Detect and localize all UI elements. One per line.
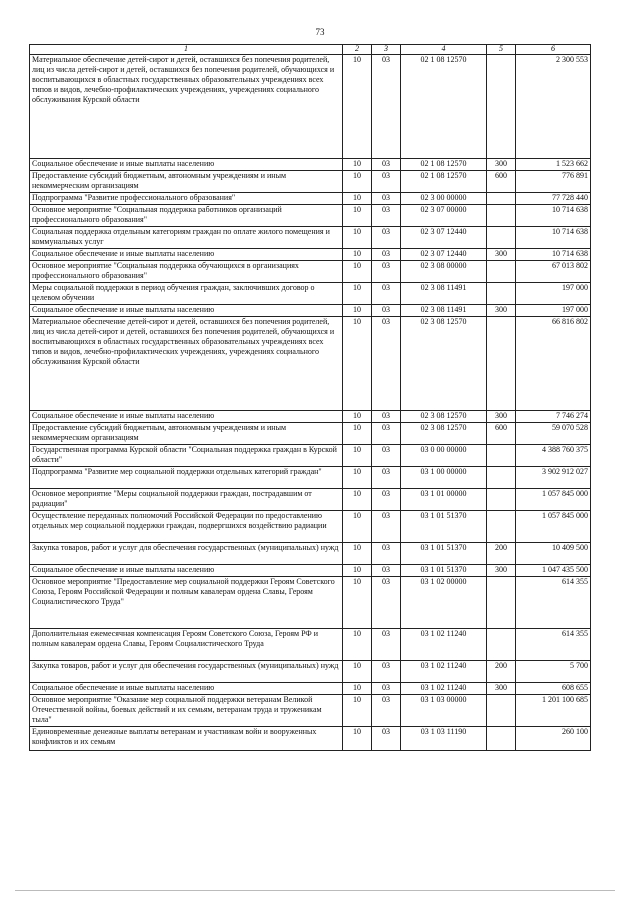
cell-expense-type: 300 <box>487 565 516 577</box>
cell-subsection: 03 <box>372 683 401 695</box>
table-row <box>30 305 591 317</box>
cell-name: Социальное обеспечение и иные выплаты населению <box>30 305 343 317</box>
table-row <box>30 489 591 511</box>
cell-expense-type: 300 <box>487 683 516 695</box>
table-row <box>30 565 591 577</box>
cell-section: 10 <box>343 445 372 467</box>
cell-name: Предоставление субсидий бюджетным, автономным учреждениям и иным некоммерческим организациям <box>30 423 343 445</box>
cell-subsection: 03 <box>372 467 401 489</box>
cell-target-article: 02 3 08 00000 <box>401 261 487 283</box>
cell-name: Социальное обеспечение и иные выплаты населению <box>30 159 343 171</box>
cell-subsection: 03 <box>372 511 401 543</box>
cell-target-article: 03 1 01 00000 <box>401 489 487 511</box>
cell-name: Закупка товаров, работ и услуг для обеспечения государственных (муниципальных) нужд <box>30 543 343 565</box>
cell-amount: 5 700 <box>516 661 591 683</box>
header-cell-rz: 2 <box>343 45 372 55</box>
table-row <box>30 317 591 411</box>
cell-subsection: 03 <box>372 283 401 305</box>
cell-expense-type <box>487 467 516 489</box>
cell-name: Меры социальной поддержки в период обучения граждан, заключивших договор о целевом обучении <box>30 283 343 305</box>
cell-subsection: 03 <box>372 445 401 467</box>
cell-section: 10 <box>343 261 372 283</box>
cell-expense-type <box>487 511 516 543</box>
cell-target-article: 03 1 01 51370 <box>401 511 487 543</box>
cell-amount: 10 714 638 <box>516 205 591 227</box>
header-row <box>30 45 591 55</box>
cell-section: 10 <box>343 171 372 193</box>
cell-amount: 10 714 638 <box>516 249 591 261</box>
cell-expense-type <box>487 193 516 205</box>
cell-target-article: 02 3 08 12570 <box>401 317 487 411</box>
cell-expense-type <box>487 445 516 467</box>
table-row <box>30 261 591 283</box>
cell-name: Государственная программа Курской области "Социальная поддержка граждан в Курской области" <box>30 445 343 467</box>
table-row <box>30 283 591 305</box>
table-row <box>30 467 591 489</box>
table-row <box>30 683 591 695</box>
cell-target-article: 03 1 02 11240 <box>401 683 487 695</box>
cell-name: Социальное обеспечение и иные выплаты населению <box>30 565 343 577</box>
cell-name: Закупка товаров, работ и услуг для обеспечения государственных (муниципальных) нужд <box>30 661 343 683</box>
cell-amount: 614 355 <box>516 629 591 661</box>
cell-expense-type <box>487 227 516 249</box>
cell-amount: 776 891 <box>516 171 591 193</box>
table-row <box>30 727 591 751</box>
cell-expense-type <box>487 261 516 283</box>
cell-target-article: 03 1 02 11240 <box>401 661 487 683</box>
cell-expense-type: 600 <box>487 171 516 193</box>
cell-expense-type <box>487 629 516 661</box>
cell-name: Основное мероприятие "Социальная поддержка обучающихся в организациях профессионального образования" <box>30 261 343 283</box>
table-row <box>30 249 591 261</box>
cell-subsection: 03 <box>372 193 401 205</box>
cell-subsection: 03 <box>372 159 401 171</box>
cell-expense-type: 300 <box>487 249 516 261</box>
cell-amount: 614 355 <box>516 577 591 629</box>
cell-subsection: 03 <box>372 171 401 193</box>
cell-expense-type: 600 <box>487 423 516 445</box>
cell-target-article: 03 1 01 51370 <box>401 565 487 577</box>
cell-target-article: 03 1 01 51370 <box>401 543 487 565</box>
cell-subsection: 03 <box>372 423 401 445</box>
cell-expense-type <box>487 55 516 159</box>
cell-name: Социальное обеспечение и иные выплаты населению <box>30 411 343 423</box>
cell-amount: 1 201 100 685 <box>516 695 591 727</box>
table-row <box>30 227 591 249</box>
table-row <box>30 543 591 565</box>
cell-amount: 67 013 802 <box>516 261 591 283</box>
cell-amount: 1 057 845 000 <box>516 489 591 511</box>
cell-section: 10 <box>343 695 372 727</box>
cell-section: 10 <box>343 317 372 411</box>
header-cell-sum: 6 <box>516 45 591 55</box>
cell-amount: 260 100 <box>516 727 591 751</box>
cell-section: 10 <box>343 511 372 543</box>
cell-section: 10 <box>343 227 372 249</box>
cell-amount: 1 523 662 <box>516 159 591 171</box>
cell-subsection: 03 <box>372 55 401 159</box>
cell-expense-type: 200 <box>487 543 516 565</box>
cell-section: 10 <box>343 283 372 305</box>
cell-target-article: 03 0 00 00000 <box>401 445 487 467</box>
cell-expense-type <box>487 695 516 727</box>
cell-name: Основное мероприятие "Социальная поддержка работников организаций профессионального образования" <box>30 205 343 227</box>
cell-target-article: 02 3 08 12570 <box>401 423 487 445</box>
cell-subsection: 03 <box>372 543 401 565</box>
cell-section: 10 <box>343 467 372 489</box>
cell-subsection: 03 <box>372 489 401 511</box>
cell-expense-type: 200 <box>487 661 516 683</box>
cell-target-article: 02 1 08 12570 <box>401 159 487 171</box>
table-body <box>30 55 591 751</box>
cell-expense-type <box>487 489 516 511</box>
cell-section: 10 <box>343 411 372 423</box>
cell-name: Дополнительная ежемесячная компенсация Героям Советского Союза, Героям РФ и полным кавалерам ордена Славы, Героям Социалистического Труда <box>30 629 343 661</box>
cell-subsection: 03 <box>372 565 401 577</box>
cell-amount: 77 728 440 <box>516 193 591 205</box>
cell-section: 10 <box>343 661 372 683</box>
cell-section: 10 <box>343 55 372 159</box>
cell-target-article: 03 1 02 00000 <box>401 577 487 629</box>
cell-expense-type <box>487 577 516 629</box>
cell-target-article: 02 3 07 00000 <box>401 205 487 227</box>
table-row <box>30 661 591 683</box>
cell-amount: 10 409 500 <box>516 543 591 565</box>
cell-target-article: 03 1 03 00000 <box>401 695 487 727</box>
cell-section: 10 <box>343 727 372 751</box>
cell-section: 10 <box>343 577 372 629</box>
cell-expense-type <box>487 727 516 751</box>
cell-amount: 1 047 435 500 <box>516 565 591 577</box>
cell-amount: 1 057 845 000 <box>516 511 591 543</box>
cell-subsection: 03 <box>372 661 401 683</box>
cell-amount: 2 300 553 <box>516 55 591 159</box>
table-row <box>30 193 591 205</box>
header-cell-pr: 3 <box>372 45 401 55</box>
cell-section: 10 <box>343 565 372 577</box>
cell-section: 10 <box>343 683 372 695</box>
table-row <box>30 445 591 467</box>
cell-subsection: 03 <box>372 317 401 411</box>
cell-amount: 4 388 760 375 <box>516 445 591 467</box>
budget-table <box>29 44 591 751</box>
cell-name: Предоставление субсидий бюджетным, автономным учреждениям и иным некоммерческим организациям <box>30 171 343 193</box>
cell-section: 10 <box>343 543 372 565</box>
cell-section: 10 <box>343 305 372 317</box>
cell-subsection: 03 <box>372 577 401 629</box>
cell-name: Социальное обеспечение и иные выплаты населению <box>30 683 343 695</box>
cell-amount: 197 000 <box>516 283 591 305</box>
cell-name: Материальное обеспечение детей-сирот и детей, оставшихся без попечения родителей, лиц из числа детей-сирот и детей, оставшихся без попечения родителей, обучающихся и воспитывающихся в областных государственных образовательных учреждениях всех типов и видов, лечебно-профилактических учреждениях, учреждениях социального обслуживания Курской области <box>30 55 343 159</box>
cell-target-article: 03 1 00 00000 <box>401 467 487 489</box>
cell-target-article: 03 1 03 11190 <box>401 727 487 751</box>
page-number: 73 <box>315 27 325 37</box>
cell-section: 10 <box>343 489 372 511</box>
cell-subsection: 03 <box>372 727 401 751</box>
cell-amount: 608 655 <box>516 683 591 695</box>
table-row <box>30 695 591 727</box>
cell-target-article: 02 3 08 11491 <box>401 305 487 317</box>
cell-expense-type <box>487 317 516 411</box>
cell-amount: 66 816 802 <box>516 317 591 411</box>
cell-subsection: 03 <box>372 227 401 249</box>
cell-expense-type: 300 <box>487 411 516 423</box>
cell-expense-type <box>487 205 516 227</box>
cell-amount: 197 000 <box>516 305 591 317</box>
cell-expense-type: 300 <box>487 305 516 317</box>
cell-amount: 59 070 528 <box>516 423 591 445</box>
cell-section: 10 <box>343 249 372 261</box>
cell-section: 10 <box>343 159 372 171</box>
table-row <box>30 171 591 193</box>
cell-name: Материальное обеспечение детей-сирот и детей, оставшихся без попечения родителей, лиц из числа детей-сирот и детей, оставшихся без попечения родителей, обучающихся и воспитывающихся в областных государственных образовательных учреждениях всех типов и видов, лечебно-профилактических учреждениях, учреждениях социального обслуживания Курской области <box>30 317 343 411</box>
cell-subsection: 03 <box>372 305 401 317</box>
cell-target-article: 02 3 07 12440 <box>401 249 487 261</box>
cell-expense-type <box>487 283 516 305</box>
cell-amount: 3 902 912 027 <box>516 467 591 489</box>
cell-section: 10 <box>343 205 372 227</box>
cell-target-article: 03 1 02 11240 <box>401 629 487 661</box>
cell-name: Осуществление переданных полномочий Российской Федерации по предоставлению отдельных мер социальной поддержки граждан, подвергшихся воздействию радиации <box>30 511 343 543</box>
cell-section: 10 <box>343 629 372 661</box>
cell-section: 10 <box>343 423 372 445</box>
cell-name: Социальная поддержка отдельным категориям граждан по оплате жилого помещения и коммунальных услуг <box>30 227 343 249</box>
header-cell-csr: 4 <box>401 45 487 55</box>
table-row <box>30 577 591 629</box>
table-row <box>30 159 591 171</box>
cell-name: Основное мероприятие "Предоставление мер социальной поддержки Героям Советского Союза, Героям Российской Федерации и полным кавалерам ордена Славы, Героям Социалистического Труда" <box>30 577 343 629</box>
cell-name: Подпрограмма "Развитие профессионального образования" <box>30 193 343 205</box>
cell-target-article: 02 3 07 12440 <box>401 227 487 249</box>
cell-target-article: 02 3 08 11491 <box>401 283 487 305</box>
header-cell-vr: 5 <box>487 45 516 55</box>
table-row <box>30 205 591 227</box>
cell-target-article: 02 3 00 00000 <box>401 193 487 205</box>
page-bottom-rule <box>15 890 615 891</box>
cell-subsection: 03 <box>372 249 401 261</box>
cell-name: Социальное обеспечение и иные выплаты населению <box>30 249 343 261</box>
cell-amount: 7 746 274 <box>516 411 591 423</box>
cell-subsection: 03 <box>372 629 401 661</box>
cell-target-article: 02 1 08 12570 <box>401 55 487 159</box>
table-row <box>30 55 591 159</box>
table-row <box>30 511 591 543</box>
cell-section: 10 <box>343 193 372 205</box>
table-row <box>30 423 591 445</box>
cell-name: Подпрограмма "Развитие мер социальной поддержки отдельных категорий граждан" <box>30 467 343 489</box>
cell-name: Основное мероприятие "Оказание мер социальной поддержки ветеранам Великой Отечественной войны, боевых действий и их семьям, ветеранам труда и труженикам тыла" <box>30 695 343 727</box>
cell-subsection: 03 <box>372 411 401 423</box>
cell-name: Единовременные денежные выплаты ветеранам и участникам войн и вооруженных конфликтов и их семьям <box>30 727 343 751</box>
cell-subsection: 03 <box>372 261 401 283</box>
cell-amount: 10 714 638 <box>516 227 591 249</box>
cell-expense-type: 300 <box>487 159 516 171</box>
cell-target-article: 02 1 08 12570 <box>401 171 487 193</box>
cell-subsection: 03 <box>372 695 401 727</box>
cell-name: Основное мероприятие "Меры социальной поддержки граждан, пострадавшим от радиации" <box>30 489 343 511</box>
cell-subsection: 03 <box>372 205 401 227</box>
header-cell-name: 1 <box>30 45 343 55</box>
table-row <box>30 629 591 661</box>
cell-target-article: 02 3 08 12570 <box>401 411 487 423</box>
table-row <box>30 411 591 423</box>
